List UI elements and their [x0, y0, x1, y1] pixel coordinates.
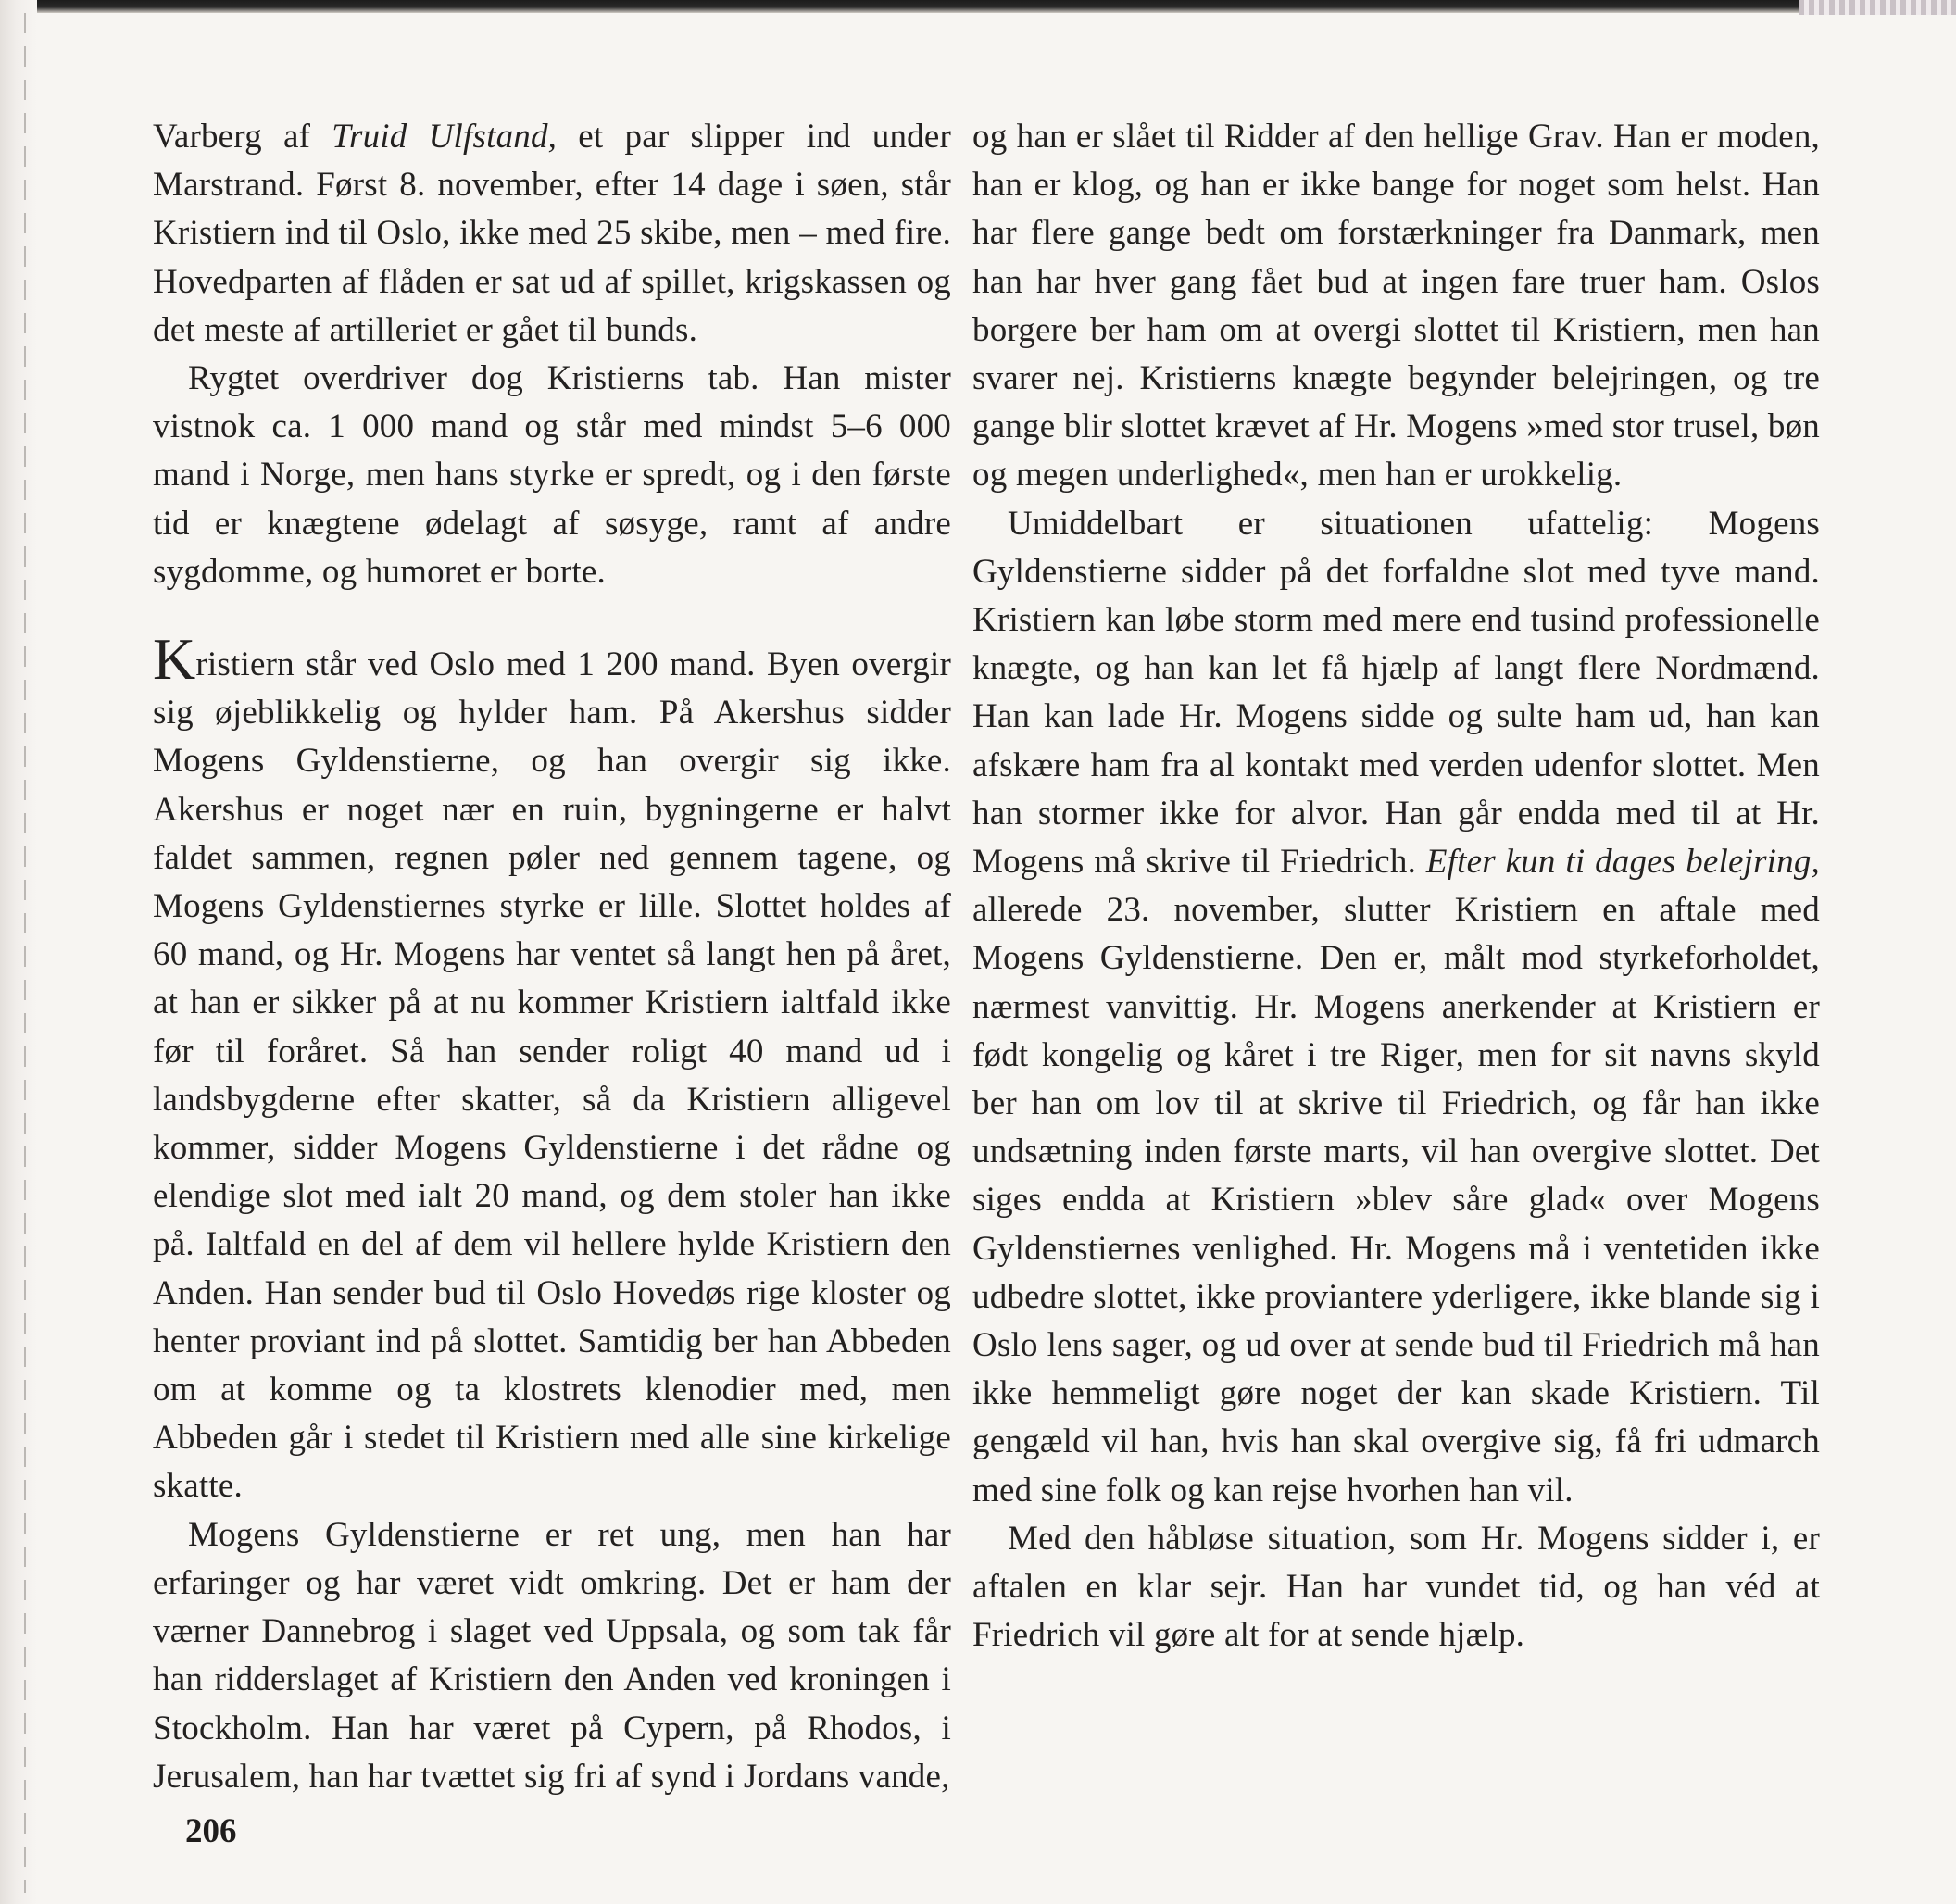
left-paragraph-4: Mogens Gyldenstierne er ret ung, men han har erfaringer og har været vidt omkring. Det er ham der værner Dannebrog i slaget ved Uppsala, og som tak får han ridderslaget af Kristiern den Anden ved kroningen i Stockholm. Han har været på Cypern, på Rhodos, i Jerusalem, han har tvættet sig fri af synd i Jordans vande,	[153, 1515, 951, 1796]
book-gutter	[0, 0, 37, 1904]
text-span: Umiddelbart er situationen ufattelig: Mogens Gyldenstierne sidder på det forfaldne slot med tyve mand. Kristiern kan løbe storm med mere end tusind professionelle knægte, og han kan let få hjælp af langt flere Nordmænd. Han kan lade Hr. Mogens sidde og sulte ham ud, han kan afskære ham fra al kontakt med verden udenfor slottet. Men han stormer ikke for alvor. Han går endda med til at Hr. Mogens må skrive til Friedrich.	[972, 504, 1820, 882]
italic-phrase: Efter kun ti dages belejring,	[1425, 843, 1821, 882]
drop-cap: K	[153, 626, 196, 693]
text-span: Varberg af	[153, 118, 332, 156]
left-paragraph-3	[153, 626, 951, 1511]
right-paragraph-3: Med den håbløse situation, som Hr. Mogens sidder i, er aftalen en klar sejr. Han har vundet tid, og han véd at Friedrich vil gøre alt for at sende hjælp.	[972, 1519, 1820, 1655]
right-paragraph-1: og han er slået til Ridder af den hellige Grav. Han er moden, han er klog, og han er ikke bange for noget som helst. Han har flere gange bedt om forstærkninger fra Danmark, men han har hver gang fået bud at ingen fare truer ham. Oslos borgere ber ham om at overgi slottet til Kristiern, men han svarer nej. Kristierns knægte begynder belejringen, og tre gange blir slottet krævet af Hr. Mogens »med stor trusel, bøn og megen underlighed«, men han er urokkelig.	[972, 118, 1820, 495]
page-number: 206	[185, 1812, 237, 1850]
italic-name: Truid Ulfstand,	[332, 118, 558, 156]
text-span: et par slipper ind under Marstrand. Først 8. november, efter 14 dage i søen, står Kristiern ind til Oslo, ikke med 25 skibe, men – med fire. Hovedparten af flåden er sat ud af spillet, krigskassen og det meste af artilleriet er gået til bunds.	[153, 118, 951, 349]
left-paragraph-1	[153, 113, 951, 355]
left-paragraph-2: Rygtet overdriver dog Kristierns tab. Han mister vistnok ca. 1 000 mand og står med mindst 5–6 000 mand i Norge, men hans styrke er spredt, og i den første tid er knægtene ødelagt af søsyge, ramt af andre sygdomme, og humoret er borte.	[153, 359, 951, 591]
text-span: ristiern står ved Oslo med 1 200 mand. Byen overgir sig øjeblikkelig og hylder ham. På Akershus sidder Mogens Gyldenstierne, og han overgir sig ikke. Akershus er noget nær en ruin, bygningerne er halvt faldet sammen, regnen pøler ned gennem tagene, og Mogens Gyldenstiernes styrke er lille. Slottet holdes af 60 mand, og Hr. Mogens har ventet så langt hen på året, at han er sikker på at nu kommer Kristiern ialtfald ikke før til foråret. Så han sender roligt 40 mand ud i landsbygderne efter skatter, så da Kristiern alligevel kommer, sidder Mogens Gyldenstierne i det rådne og elendige slot med ialt 20 mand, og dem stoler han ikke på. Ialtfald en del af dem vil hellere hylde Kristiern den Anden. Han sender bud til Oslo Hovedøs rige kloster og henter proviant ind på slottet. Samtidig ber han Abbeden om at komme og ta klostrets klenodier med, men Abbeden går i stedet til Kristiern med alle sine kirkelige skatte.	[153, 645, 951, 1506]
page-top-edge-pattern	[1799, 0, 1956, 15]
right-text-column	[972, 113, 1820, 1660]
right-paragraph-2	[972, 500, 1820, 1515]
page-top-edge-shadow	[0, 0, 1956, 13]
left-text-column	[153, 113, 951, 1801]
text-span: allerede 23. november, slutter Kristiern en aftale med Mogens Gyldenstierne. Den er, målt mod styrkeforholdet, nærmest vanvittig. Hr. Mogens anerkender at Kristiern er født kongelig og kåret i tre Riger, men for sit navns skyld ber han om lov til at skrive til Friedrich, og får han ikke undsætning inden første marts, vil han overgive slottet. Det siges endda at Kristiern »blev såre glad« over Mogens Gyldenstiernes venlighed. Hr. Mogens må i ventetiden ikke udbedre slottet, ikke proviantere yderligere, ikke blande sig i Oslo lens sager, og ud over at sende bud til Friedrich må han ikke hemmeligt gøre noget der kan skade Kristiern. Til gengæld vil han, hvis han skal overgive sig, få fri udmarch med sine folk og kan rejse hvorhen han vil.	[972, 891, 1820, 1509]
gutter-line	[24, 13, 26, 1893]
